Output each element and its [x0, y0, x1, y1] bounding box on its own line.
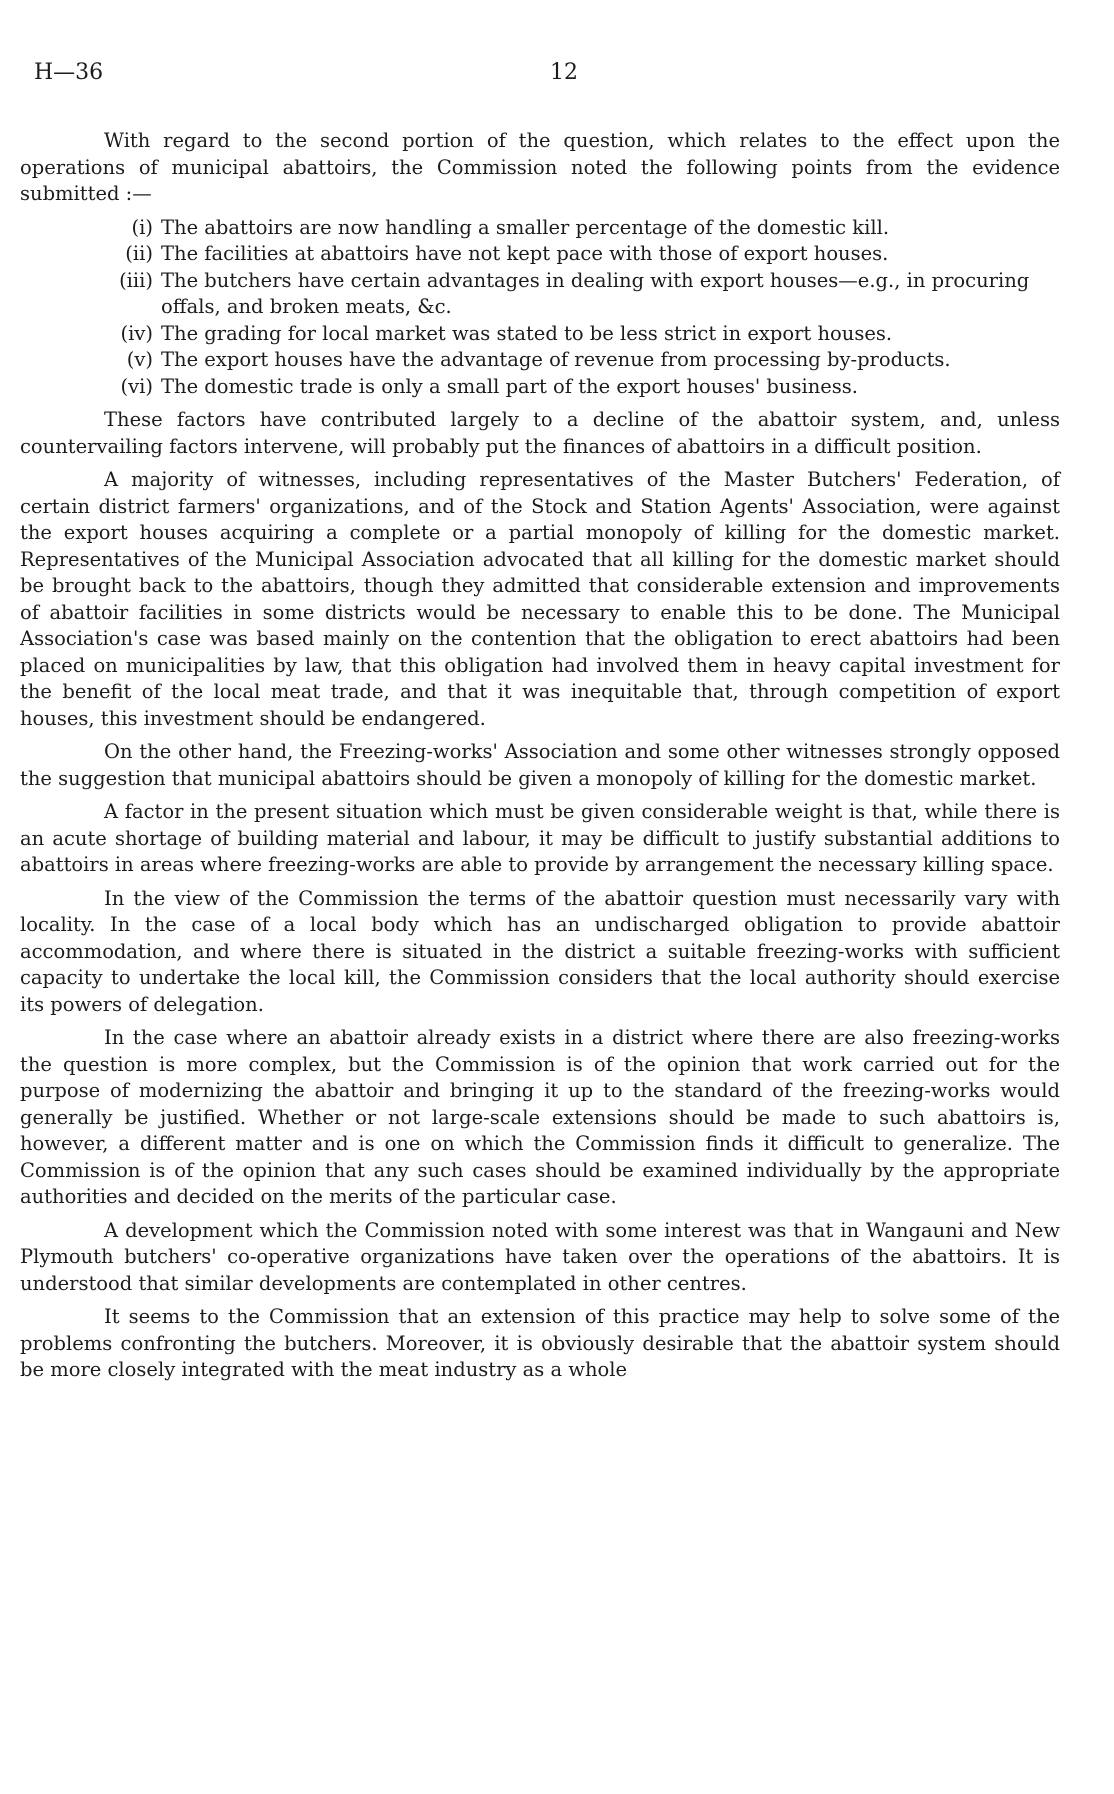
body-paragraph: In the case where an abattoir already exists in a district where there are also freezing-works the question is more complex, but the Commission is of the opinion that work carried out for the purpose of modernizing the abattoir and bringing it up to the standard of the freezing-works would generally be justified. Whether or not large-scale extensions should be made to such abattoirs is, however, a different matter and is one on which the Commission finds it difficult to generalize. The Commission is of the opinion that any such cases should be examined individually by the appropriate authorities and decided on the merits of the particular case.	[20, 1026, 1060, 1208]
page-number: 12	[550, 60, 578, 85]
list-item-number: (vi)	[120, 374, 153, 398]
document-body	[20, 128, 1060, 1391]
list-item-text: The grading for local market was stated to be less strict in export houses.	[161, 321, 893, 345]
list-item	[20, 241, 1060, 268]
body-paragraph: A development which the Commission noted with some interest was that in Wangauni and New Plymouth butchers' co-operative organizations have taken over the operations of the abattoirs. It is understood that similar developments are contemplated in other centres.	[20, 1218, 1060, 1295]
list-item	[20, 321, 1060, 348]
list-item-number: (ii)	[125, 242, 153, 265]
body-paragraph: In the view of the Commission the terms of the abattoir question must necessarily vary with locality. In the case of a local body which has an undischarged obligation to provide abattoir accommodation, and where there is situated in the district a suitable freezing-works with sufficient capacity to undertake the local kill, the Commission considers that the local authority should exercise its powers of delegation.	[20, 886, 1060, 1016]
list-item-text: The abattoirs are now handling a smaller percentage of the domestic kill.	[161, 215, 890, 239]
body-paragraph: A factor in the present situation which must be given considerable weight is that, while there is an acute shortage of building material and labour, it may be difficult to justify substantial additions to abattoirs in areas where freezing-works are able to provide by arrangement the necessary killing space.	[20, 800, 1060, 876]
body-paragraph: On the other hand, the Freezing-works' Association and some other witnesses strongly opposed the suggestion that municipal abattoirs should be given a monopoly of killing for the domestic market.	[20, 740, 1060, 790]
intro-paragraph: With regard to the second portion of the question, which relates to the effect upon the operations of municipal abattoirs, the Commission noted the following points from the evidence submitted :—	[20, 129, 1060, 205]
list-item-text: The domestic trade is only a small part of the export houses' business.	[161, 374, 859, 398]
list-item	[20, 268, 1060, 321]
body-paragraph: It seems to the Commission that an extension of this practice may help to solve some of the problems confronting the butchers. Moreover, it is obviously desirable that the abattoir system should be more closely integrated with the meat industry as a whole	[20, 1305, 1060, 1381]
list-item	[20, 215, 1060, 242]
list-item-number: (iii)	[119, 268, 153, 292]
list-item-text: The export houses have the advantage of revenue from processing by-products.	[161, 348, 951, 371]
document-reference: H—36	[34, 60, 104, 85]
list-item-text: The butchers have certain advantages in dealing with export houses—e.g., in procuring offals, and broken meats, &c.	[161, 268, 1030, 318]
list-item-number: (iv)	[120, 321, 153, 345]
list-item-number: (v)	[126, 348, 153, 371]
list-item	[20, 374, 1060, 401]
list-item-number: (i)	[131, 215, 153, 239]
evidence-points-list	[20, 215, 1060, 401]
list-item-text: The facilities at abattoirs have not kept pace with those of export houses.	[161, 242, 889, 265]
page-header	[34, 60, 1074, 90]
list-item	[20, 347, 1060, 374]
body-paragraph: These factors have contributed largely to a decline of the abattoir system, and, unless countervailing factors intervene, will probably put the finances of abattoirs in a difficult position.	[20, 408, 1060, 458]
body-paragraph: A majority of witnesses, including representatives of the Master Butchers' Federation, of certain district farmers' organizations, and of the Stock and Station Agents' Association, were against the export houses acquiring a complete or a partial monopoly of killing for the domestic market. Representatives of the Municipal Association advocated that all killing for the domestic market should be brought back to the abattoirs, though they admitted that considerable extension and improvements of abattoir facilities in some districts would be necessary to enable this to be done. The Municipal Association's case was based mainly on the contention that the obligation to erect abattoirs had been placed on municipalities by law, that this obligation had involved them in heavy capital investment for the benefit of the local meat trade, and that it was inequitable that, through competition of export houses, this investment should be endangered.	[20, 468, 1060, 730]
